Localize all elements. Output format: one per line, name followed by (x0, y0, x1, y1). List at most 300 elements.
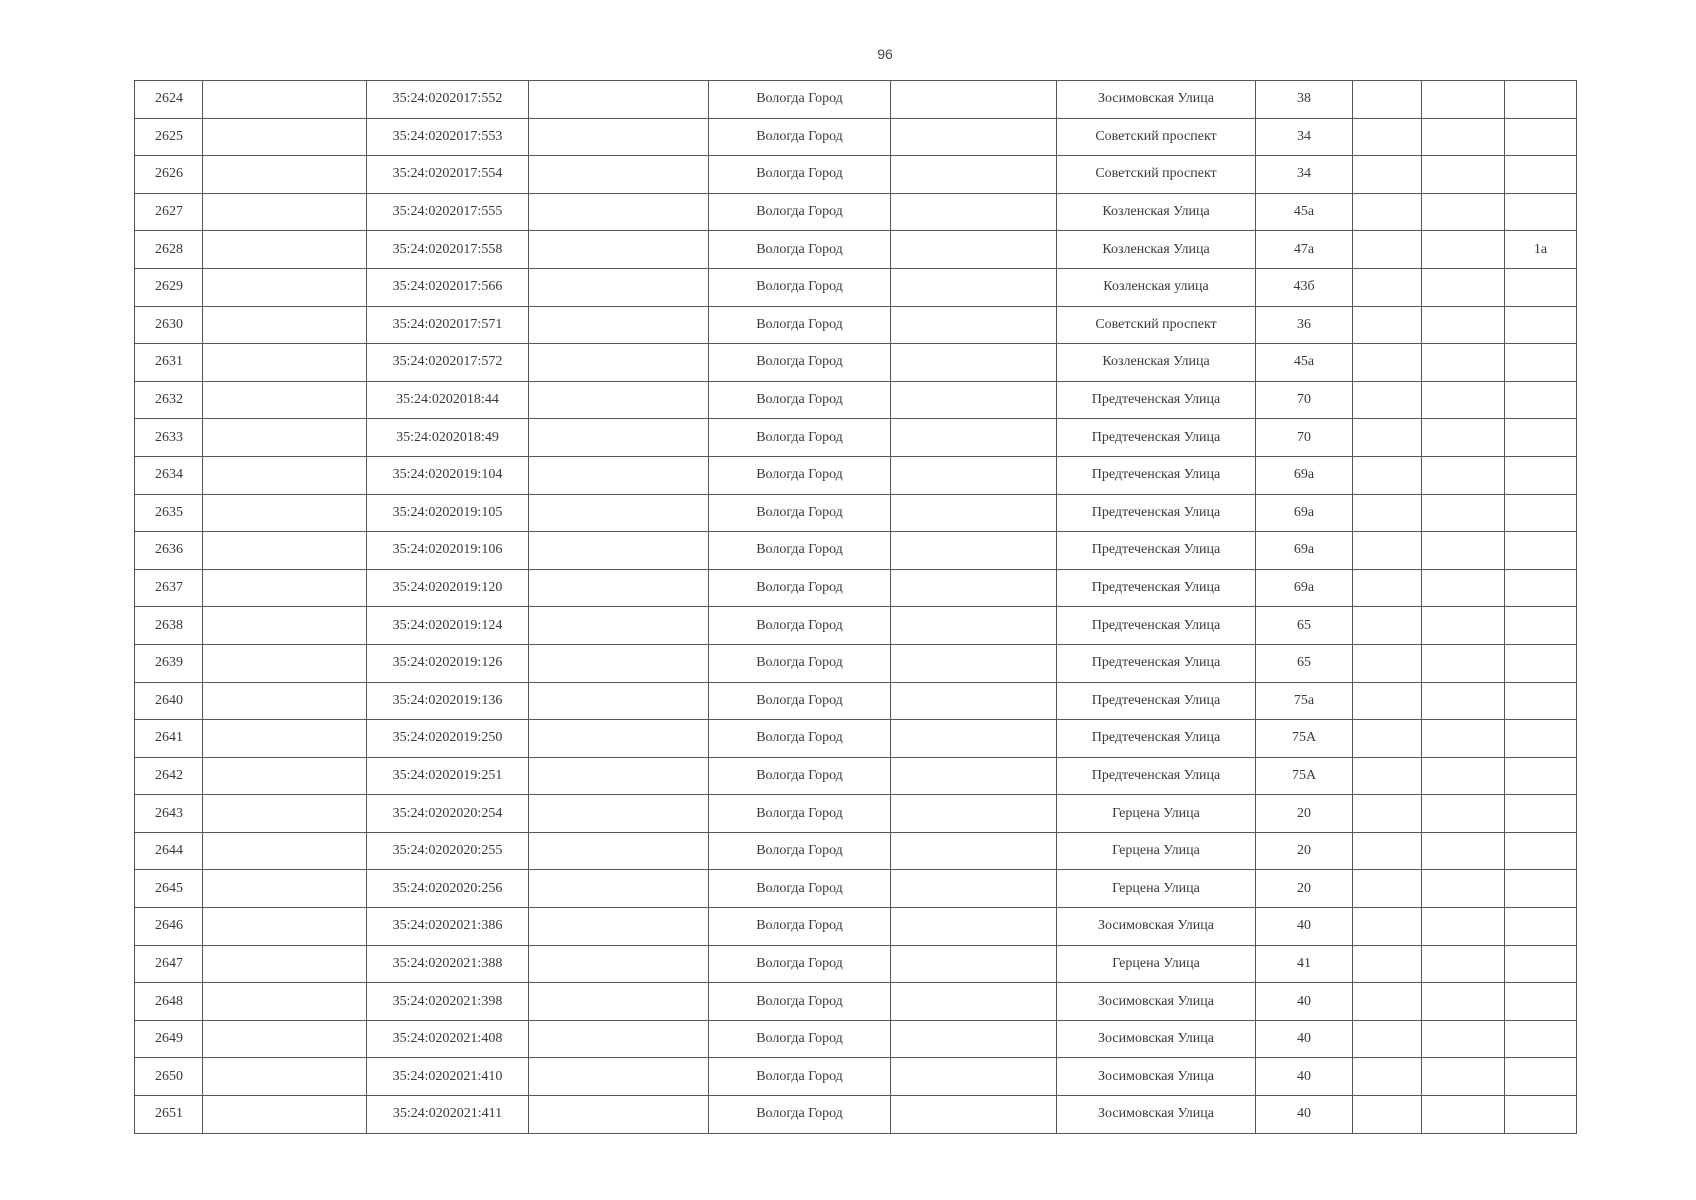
empty-cell (1422, 832, 1505, 870)
row-number-cell: 2628 (135, 231, 203, 269)
extra-cell (1505, 682, 1577, 720)
table-row (135, 644, 1577, 682)
row-number-cell: 2643 (135, 795, 203, 833)
empty-cell (203, 532, 367, 570)
table-row (135, 494, 1577, 532)
empty-cell (1353, 644, 1422, 682)
empty-cell (891, 231, 1057, 269)
empty-cell (891, 494, 1057, 532)
street-cell: Предтеченская Улица (1057, 569, 1256, 607)
row-number-cell: 2630 (135, 306, 203, 344)
empty-cell (891, 81, 1057, 119)
city-cell: Вологда Город (709, 344, 891, 382)
table-row (135, 720, 1577, 758)
empty-cell (891, 607, 1057, 645)
city-cell: Вологда Город (709, 569, 891, 607)
cadastral-number-cell: 35:24:0202020:256 (367, 870, 529, 908)
extra-cell (1505, 720, 1577, 758)
street-cell: Предтеченская Улица (1057, 494, 1256, 532)
empty-cell (203, 1096, 367, 1134)
table-row (135, 268, 1577, 306)
empty-cell (529, 644, 709, 682)
cadastral-number-cell: 35:24:0202021:386 (367, 908, 529, 946)
street-cell: Козленская Улица (1057, 193, 1256, 231)
empty-cell (891, 1096, 1057, 1134)
row-number-cell: 2637 (135, 569, 203, 607)
empty-cell (529, 795, 709, 833)
city-cell: Вологда Город (709, 118, 891, 156)
empty-cell (529, 832, 709, 870)
city-cell: Вологда Город (709, 607, 891, 645)
empty-cell (1422, 344, 1505, 382)
empty-cell (1422, 456, 1505, 494)
house-number-cell: 70 (1256, 419, 1353, 457)
empty-cell (1422, 983, 1505, 1021)
cadastral-number-cell: 35:24:0202019:251 (367, 757, 529, 795)
row-number-cell: 2631 (135, 344, 203, 382)
empty-cell (529, 381, 709, 419)
street-cell: Предтеченская Улица (1057, 682, 1256, 720)
empty-cell (1353, 908, 1422, 946)
empty-cell (1353, 757, 1422, 795)
extra-cell (1505, 156, 1577, 194)
table-row (135, 306, 1577, 344)
city-cell: Вологда Город (709, 1020, 891, 1058)
table-row (135, 795, 1577, 833)
empty-cell (1353, 306, 1422, 344)
empty-cell (1353, 682, 1422, 720)
extra-cell (1505, 306, 1577, 344)
empty-cell (891, 569, 1057, 607)
cadastral-number-cell: 35:24:0202020:254 (367, 795, 529, 833)
extra-cell (1505, 532, 1577, 570)
cadastral-number-cell: 35:24:0202021:411 (367, 1096, 529, 1134)
empty-cell (1422, 306, 1505, 344)
row-number-cell: 2627 (135, 193, 203, 231)
empty-cell (529, 81, 709, 119)
row-number-cell: 2640 (135, 682, 203, 720)
row-number-cell: 2644 (135, 832, 203, 870)
house-number-cell: 65 (1256, 644, 1353, 682)
table-row (135, 1096, 1577, 1134)
city-cell: Вологда Город (709, 682, 891, 720)
table-row (135, 419, 1577, 457)
extra-cell (1505, 607, 1577, 645)
empty-cell (891, 983, 1057, 1021)
extra-cell (1505, 945, 1577, 983)
street-cell: Предтеченская Улица (1057, 757, 1256, 795)
street-cell: Предтеченская Улица (1057, 456, 1256, 494)
empty-cell (891, 1020, 1057, 1058)
empty-cell (203, 795, 367, 833)
street-cell: Герцена Улица (1057, 870, 1256, 908)
house-number-cell: 36 (1256, 306, 1353, 344)
empty-cell (1422, 231, 1505, 269)
empty-cell (1353, 607, 1422, 645)
extra-cell (1505, 268, 1577, 306)
empty-cell (1422, 757, 1505, 795)
empty-cell (529, 682, 709, 720)
table-row (135, 983, 1577, 1021)
street-cell: Предтеченская Улица (1057, 607, 1256, 645)
city-cell: Вологда Город (709, 456, 891, 494)
empty-cell (891, 832, 1057, 870)
street-cell: Герцена Улица (1057, 832, 1256, 870)
city-cell: Вологда Город (709, 494, 891, 532)
house-number-cell: 34 (1256, 156, 1353, 194)
empty-cell (1353, 456, 1422, 494)
empty-cell (203, 118, 367, 156)
empty-cell (1353, 156, 1422, 194)
empty-cell (203, 456, 367, 494)
empty-cell (891, 532, 1057, 570)
city-cell: Вологда Город (709, 419, 891, 457)
table-row (135, 118, 1577, 156)
row-number-cell: 2650 (135, 1058, 203, 1096)
empty-cell (203, 945, 367, 983)
empty-cell (529, 494, 709, 532)
empty-cell (203, 983, 367, 1021)
empty-cell (203, 81, 367, 119)
table-row (135, 908, 1577, 946)
empty-cell (203, 306, 367, 344)
empty-cell (203, 720, 367, 758)
extra-cell (1505, 832, 1577, 870)
city-cell: Вологда Город (709, 908, 891, 946)
empty-cell (1422, 945, 1505, 983)
table-row (135, 832, 1577, 870)
cadastral-number-cell: 35:24:0202021:398 (367, 983, 529, 1021)
empty-cell (1353, 81, 1422, 119)
street-cell: Зосимовская Улица (1057, 983, 1256, 1021)
empty-cell (203, 231, 367, 269)
cadastral-number-cell: 35:24:0202021:388 (367, 945, 529, 983)
row-number-cell: 2639 (135, 644, 203, 682)
empty-cell (203, 193, 367, 231)
empty-cell (1422, 193, 1505, 231)
empty-cell (1422, 1058, 1505, 1096)
empty-cell (1422, 81, 1505, 119)
street-cell: Предтеченская Улица (1057, 419, 1256, 457)
empty-cell (891, 644, 1057, 682)
empty-cell (203, 569, 367, 607)
extra-cell (1505, 494, 1577, 532)
table-row (135, 870, 1577, 908)
empty-cell (1353, 381, 1422, 419)
house-number-cell: 45а (1256, 344, 1353, 382)
empty-cell (203, 268, 367, 306)
row-number-cell: 2646 (135, 908, 203, 946)
empty-cell (1422, 1020, 1505, 1058)
empty-cell (1422, 381, 1505, 419)
empty-cell (203, 419, 367, 457)
cadastral-number-cell: 35:24:0202018:44 (367, 381, 529, 419)
street-cell: Козленская улица (1057, 268, 1256, 306)
city-cell: Вологда Город (709, 81, 891, 119)
street-cell: Советский проспект (1057, 306, 1256, 344)
empty-cell (1353, 1020, 1422, 1058)
street-cell: Предтеченская Улица (1057, 644, 1256, 682)
extra-cell (1505, 456, 1577, 494)
empty-cell (203, 381, 367, 419)
street-cell: Предтеченская Улица (1057, 532, 1256, 570)
extra-cell (1505, 193, 1577, 231)
cadastral-number-cell: 35:24:0202017:554 (367, 156, 529, 194)
street-cell: Зосимовская Улица (1057, 908, 1256, 946)
empty-cell (891, 419, 1057, 457)
house-number-cell: 75А (1256, 720, 1353, 758)
table-row (135, 1058, 1577, 1096)
house-number-cell: 75А (1256, 757, 1353, 795)
empty-cell (529, 1096, 709, 1134)
empty-cell (1353, 419, 1422, 457)
table-row (135, 682, 1577, 720)
empty-cell (891, 268, 1057, 306)
row-number-cell: 2625 (135, 118, 203, 156)
house-number-cell: 69а (1256, 494, 1353, 532)
empty-cell (203, 156, 367, 194)
empty-cell (1353, 569, 1422, 607)
empty-cell (529, 1058, 709, 1096)
empty-cell (529, 193, 709, 231)
cadastral-number-cell: 35:24:0202017:552 (367, 81, 529, 119)
row-number-cell: 2626 (135, 156, 203, 194)
empty-cell (529, 268, 709, 306)
row-number-cell: 2634 (135, 456, 203, 494)
city-cell: Вологда Город (709, 983, 891, 1021)
cadastral-number-cell: 35:24:0202019:106 (367, 532, 529, 570)
city-cell: Вологда Город (709, 870, 891, 908)
cadastral-number-cell: 35:24:0202019:250 (367, 720, 529, 758)
register-body (135, 81, 1577, 1134)
city-cell: Вологда Город (709, 832, 891, 870)
empty-cell (1422, 494, 1505, 532)
table-row (135, 532, 1577, 570)
empty-cell (203, 494, 367, 532)
empty-cell (529, 945, 709, 983)
empty-cell (529, 720, 709, 758)
house-number-cell: 41 (1256, 945, 1353, 983)
extra-cell (1505, 81, 1577, 119)
house-number-cell: 75а (1256, 682, 1353, 720)
register-table (134, 80, 1577, 1134)
empty-cell (1353, 231, 1422, 269)
empty-cell (1353, 494, 1422, 532)
row-number-cell: 2649 (135, 1020, 203, 1058)
empty-cell (1353, 118, 1422, 156)
extra-cell (1505, 1020, 1577, 1058)
house-number-cell: 45а (1256, 193, 1353, 231)
empty-cell (891, 1058, 1057, 1096)
extra-cell: 1а (1505, 231, 1577, 269)
empty-cell (529, 569, 709, 607)
city-cell: Вологда Город (709, 532, 891, 570)
empty-cell (1422, 720, 1505, 758)
house-number-cell: 40 (1256, 1020, 1353, 1058)
extra-cell (1505, 1058, 1577, 1096)
cadastral-number-cell: 35:24:0202017:572 (367, 344, 529, 382)
empty-cell (1422, 569, 1505, 607)
empty-cell (1353, 983, 1422, 1021)
row-number-cell: 2648 (135, 983, 203, 1021)
city-cell: Вологда Город (709, 193, 891, 231)
extra-cell (1505, 795, 1577, 833)
house-number-cell: 70 (1256, 381, 1353, 419)
empty-cell (203, 757, 367, 795)
empty-cell (1422, 682, 1505, 720)
cadastral-number-cell: 35:24:0202017:566 (367, 268, 529, 306)
city-cell: Вологда Город (709, 306, 891, 344)
empty-cell (529, 870, 709, 908)
table-row (135, 456, 1577, 494)
row-number-cell: 2641 (135, 720, 203, 758)
city-cell: Вологда Город (709, 720, 891, 758)
empty-cell (1353, 344, 1422, 382)
street-cell: Предтеченская Улица (1057, 381, 1256, 419)
empty-cell (1353, 1058, 1422, 1096)
cadastral-number-cell: 35:24:0202019:124 (367, 607, 529, 645)
empty-cell (891, 870, 1057, 908)
empty-cell (203, 644, 367, 682)
house-number-cell: 40 (1256, 1058, 1353, 1096)
empty-cell (203, 607, 367, 645)
empty-cell (203, 870, 367, 908)
city-cell: Вологда Город (709, 1096, 891, 1134)
extra-cell (1505, 381, 1577, 419)
city-cell: Вологда Город (709, 757, 891, 795)
house-number-cell: 47а (1256, 231, 1353, 269)
empty-cell (891, 456, 1057, 494)
empty-cell (1422, 908, 1505, 946)
table-row (135, 344, 1577, 382)
empty-cell (891, 381, 1057, 419)
extra-cell (1505, 983, 1577, 1021)
extra-cell (1505, 1096, 1577, 1134)
house-number-cell: 43б (1256, 268, 1353, 306)
row-number-cell: 2638 (135, 607, 203, 645)
empty-cell (1353, 720, 1422, 758)
empty-cell (891, 118, 1057, 156)
empty-cell (1422, 268, 1505, 306)
row-number-cell: 2636 (135, 532, 203, 570)
empty-cell (891, 344, 1057, 382)
cadastral-number-cell: 35:24:0202018:49 (367, 419, 529, 457)
extra-cell (1505, 344, 1577, 382)
house-number-cell: 69а (1256, 532, 1353, 570)
empty-cell (1353, 945, 1422, 983)
empty-cell (529, 757, 709, 795)
cadastral-number-cell: 35:24:0202019:120 (367, 569, 529, 607)
empty-cell (1353, 870, 1422, 908)
street-cell: Зосимовская Улица (1057, 1096, 1256, 1134)
city-cell: Вологда Город (709, 156, 891, 194)
empty-cell (1422, 419, 1505, 457)
extra-cell (1505, 870, 1577, 908)
row-number-cell: 2647 (135, 945, 203, 983)
empty-cell (529, 1020, 709, 1058)
empty-cell (1422, 870, 1505, 908)
house-number-cell: 69а (1256, 569, 1353, 607)
house-number-cell: 65 (1256, 607, 1353, 645)
row-number-cell: 2635 (135, 494, 203, 532)
empty-cell (529, 532, 709, 570)
street-cell: Предтеченская Улица (1057, 720, 1256, 758)
empty-cell (529, 983, 709, 1021)
cadastral-number-cell: 35:24:0202017:555 (367, 193, 529, 231)
cadastral-number-cell: 35:24:0202019:104 (367, 456, 529, 494)
city-cell: Вологда Город (709, 644, 891, 682)
empty-cell (891, 945, 1057, 983)
empty-cell (529, 118, 709, 156)
table-row (135, 569, 1577, 607)
empty-cell (1422, 607, 1505, 645)
empty-cell (891, 156, 1057, 194)
table-row (135, 193, 1577, 231)
empty-cell (529, 306, 709, 344)
house-number-cell: 69а (1256, 456, 1353, 494)
empty-cell (529, 231, 709, 269)
extra-cell (1505, 908, 1577, 946)
cadastral-number-cell: 35:24:0202019:105 (367, 494, 529, 532)
table-row (135, 381, 1577, 419)
cadastral-number-cell: 35:24:0202019:126 (367, 644, 529, 682)
cadastral-number-cell: 35:24:0202019:136 (367, 682, 529, 720)
row-number-cell: 2642 (135, 757, 203, 795)
empty-cell (203, 1058, 367, 1096)
house-number-cell: 34 (1256, 118, 1353, 156)
empty-cell (529, 344, 709, 382)
house-number-cell: 38 (1256, 81, 1353, 119)
empty-cell (203, 1020, 367, 1058)
empty-cell (1353, 1096, 1422, 1134)
street-cell: Герцена Улица (1057, 945, 1256, 983)
row-number-cell: 2651 (135, 1096, 203, 1134)
empty-cell (891, 908, 1057, 946)
city-cell: Вологда Город (709, 268, 891, 306)
street-cell: Герцена Улица (1057, 795, 1256, 833)
house-number-cell: 20 (1256, 870, 1353, 908)
empty-cell (529, 908, 709, 946)
row-number-cell: 2633 (135, 419, 203, 457)
table-row (135, 81, 1577, 119)
table-row (135, 757, 1577, 795)
city-cell: Вологда Город (709, 945, 891, 983)
empty-cell (891, 720, 1057, 758)
empty-cell (1422, 156, 1505, 194)
house-number-cell: 40 (1256, 908, 1353, 946)
city-cell: Вологда Город (709, 795, 891, 833)
table-row (135, 156, 1577, 194)
extra-cell (1505, 569, 1577, 607)
street-cell: Козленская Улица (1057, 231, 1256, 269)
cadastral-number-cell: 35:24:0202017:571 (367, 306, 529, 344)
city-cell: Вологда Город (709, 1058, 891, 1096)
table-row (135, 1020, 1577, 1058)
empty-cell (203, 682, 367, 720)
row-number-cell: 2645 (135, 870, 203, 908)
street-cell: Зосимовская Улица (1057, 81, 1256, 119)
empty-cell (529, 419, 709, 457)
empty-cell (891, 306, 1057, 344)
street-cell: Советский проспект (1057, 156, 1256, 194)
house-number-cell: 20 (1256, 832, 1353, 870)
row-number-cell: 2629 (135, 268, 203, 306)
row-number-cell: 2632 (135, 381, 203, 419)
empty-cell (1422, 1096, 1505, 1134)
empty-cell (891, 682, 1057, 720)
empty-cell (203, 908, 367, 946)
empty-cell (891, 795, 1057, 833)
